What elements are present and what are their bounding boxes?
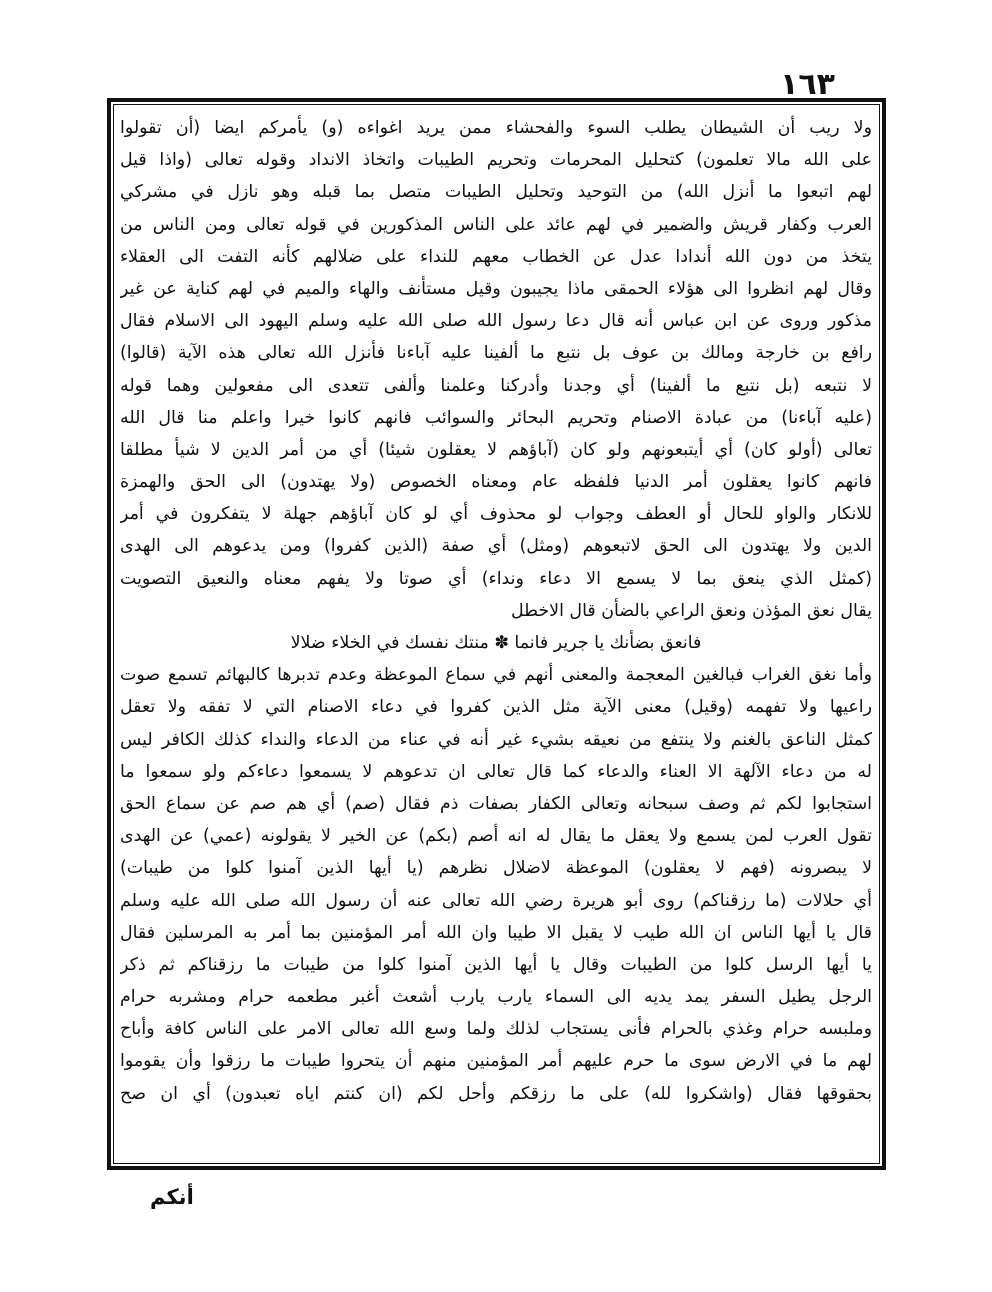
text-line: لهم ما في الارض سوى ما حرم عليهم أمر المؤمنين منهم أن يتحروا طيبات ما رزقوا وأن يقوموا (120, 1051, 872, 1072)
page-number: ١٦٣ (780, 67, 835, 102)
text-line: بحقوقها فقال (واشكروا لله) على ما رزقكم وأحل لكم (ان كنتم اياه تعبدون) أي ان صح (120, 1083, 872, 1104)
text-body (120, 112, 872, 1110)
text-line: يا أيها الرسل كلوا من الطيبات وقال يا أيها الذين آمنوا كلوا من طيبات ما رزقناكم ثم ذكر (120, 954, 872, 975)
catchword: أنكم (150, 1185, 194, 1209)
text-line: استجابوا لكم ثم وصف سبحانه وتعالى الكفار بصفات ذم فقال (صم) أي هم صم عن سماع الحق (120, 793, 872, 814)
text-line: على الله مالا تعلمون) كتحليل المحرمات وتحريم الطيبات واتخاذ الانداد وقوله تعالى (واذا قيل (120, 150, 872, 171)
text-line: يتخذ من دون الله أندادا عدل عن الخطاب معهم للنداء على ضلالهم كأنه التفت الى العقلاء (120, 246, 872, 267)
text-line: للانكار والواو للحال أو العطف وجواب لو محذوف أي لو كان آباؤهم جهلة لا يتفكرون في أمر (120, 504, 872, 525)
text-line: لا يبصرونه (فهم لا يعقلون) الموعظة لاضلال نظرهم (يا أيها الذين آمنوا كلوا من طيبات) (120, 858, 872, 879)
text-line: له من دعاء الآلهة الا العناء والدعاء كما قال تعالى ان تدعوهم لا يسمعوا دعاءكم ولو سمعوا ما (120, 761, 872, 782)
text-line: وأما نغق الغراب فبالغين المعجمة والمعنى أنهم في سماع الموعظة وعدم تدبرها كالبهائم تسمع صوت (120, 665, 872, 686)
text-line: رافع بن خارجة ومالك بن عوف بل نتبع ما ألفينا عليه آباءنا فأنزل الله تعالى هذه الآية (قالوا) (120, 343, 872, 364)
text-line: قال يا أيها الناس ان الله طيب لا يقبل الا طيبا وان الله أمر المؤمنين بما أمر به المرسلين فقال (120, 922, 872, 943)
text-line: الرجل يطيل السفر يمد يديه الى السماء يارب يارب أشعث أغبر مطعمه حرام ومشربه حرام (120, 987, 872, 1008)
text-line: ولا ريب أن الشيطان يطلب السوء والفحشاء ممن يريد اغواءه (و) يأمركم ايضا (أن تقولوا (120, 118, 872, 138)
text-line: وملبسه حرام وغذي بالحرام فأنى يستجاب لذلك ولما وسع الله تعالى الامر على الناس كافة وأباح (120, 1019, 872, 1040)
text-line: كمثل الناعق بالغنم ولا ينتفع من نعيقه بشيء غير أنه في عناء من الدعاء والنداء كذلك الكافر ليس (120, 729, 872, 750)
text-line: (كمثل الذي ينعق بما لا يسمع الا دعاء ونداء) أي صوتا ولا يفهم معناه والنعيق التصويت (120, 568, 872, 589)
text-line: (عليه آباءنا) من عبادة الاصنام وتحريم البحائر والسوائب فانهم كانوا خيرا واعلم منا قال الله (120, 407, 872, 428)
poetry-verse: فانعق بضأنك يا جرير فانما ✽ منتك نفسك في الخلاء ضلالا (290, 633, 702, 653)
text-line: راعيها ولا تفهمه (وقيل) معنى الآية مثل الذين كفروا في دعاء الاصنام التي لا تفقه ولا تعقل (120, 697, 872, 718)
text-line: أي حلالات (ما رزقناكم) روى أبو هريرة رضي الله تعالى عنه أن رسول الله صلى الله عليه وسلم (120, 890, 872, 911)
text-line: تعالى (أولو كان) أي أيتبعونهم ولو كان (آباؤهم لا يعقلون شيئا) أي من أمر الدين لا شيأ مطلقا (120, 439, 872, 460)
text-line: الدين ولا يهتدون الى الحق لاتبعوهم (ومثل) أي صفة (الذين كفروا) ومن يدعوهم الى الهدى (120, 536, 872, 557)
text-line: لا نتبعه (بل نتبع ما ألفينا) أي وجدنا وأدركنا وعلمنا وألفى تتعدى الى مفعولين وهما قوله (120, 375, 872, 396)
text-line: فانهم كانوا يعقلون أمر الدنيا فلفظه عام ومعناه الخصوص (ولا يهتدون) الى الحق والهمزة (120, 472, 872, 493)
text-line: مذكور وروى عن ابن عباس أنه قال دعا رسول الله صلى الله عليه وسلم اليهود الى الاسلام فقال (120, 311, 872, 332)
text-line: لهم اتبعوا ما أنزل الله) من التوحيد وتحليل الطيبات متصل بما قبله وهو نازل في مشركي (120, 182, 872, 203)
text-line: العرب وكفار قريش والضمير في لهم عائد على الناس المذكورين في قوله تعالى ومن الناس من (120, 214, 872, 235)
text-line: يقال نعق المؤذن ونعق الراعي بالضأن قال الاخطل (510, 600, 872, 621)
text-line: تقول العرب لمن يسمع ولا يعقل ما يقال له انه أصم (بكم) عن الخير لا يقولونه (عمي) عن الهدى (120, 826, 872, 847)
text-line: وقال لهم انظروا الى هؤلاء الحمقى ماذا يجيبون وقيل مستأنف والهاء والميم في لهم كناية عن غير (120, 278, 872, 299)
